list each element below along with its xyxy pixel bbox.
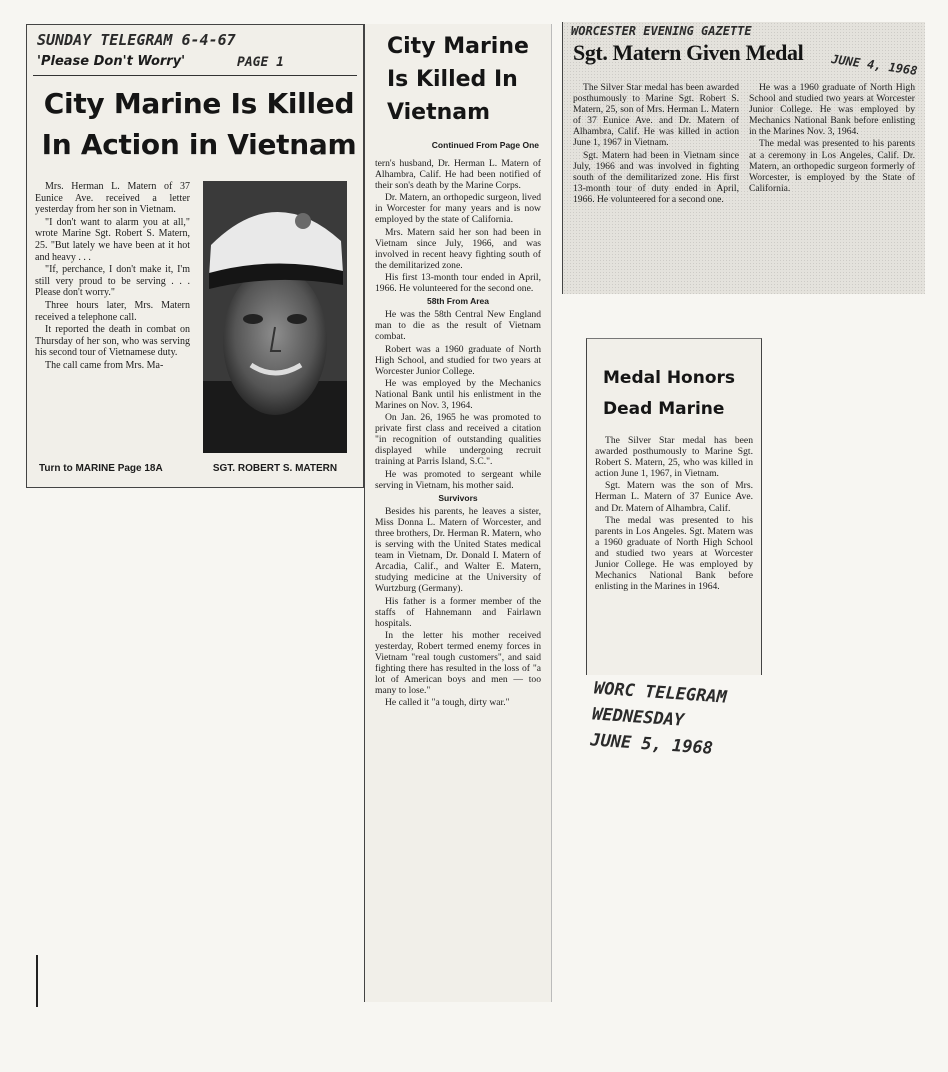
paragraph: The Silver Star medal has been awarded posthumously to Marine Sgt. Robert S. Matern, 25, who was killed in action June 1, 1967, in Vietnam.	[595, 435, 753, 480]
paragraph: He was employed by the Mechanics National Bank until his enlistment in the Marines on Nov. 3, 1964.	[375, 377, 541, 411]
paragraph: Mrs. Herman L. Matern of 37 Eunice Ave. received a letter yesterday from her son in Vietnam.	[35, 181, 190, 216]
clipping-sunday-telegram	[26, 24, 364, 488]
handwritten-source-note: WORCESTER EVENING GAZETTE	[571, 24, 752, 38]
paragraph: He called it "a tough, dirty war."	[385, 697, 510, 709]
handwritten-source-note: SUNDAY TELEGRAM 6-4-67	[37, 31, 236, 49]
paragraph: tern's husband, Dr. Herman L. Matern of Alhambra, Calif. He had been notified of their son's death by the Marine Corps.	[375, 158, 541, 192]
paragraph: His father is a former member of the staffs of Hahnemann and Fairlawn hospitals.	[375, 595, 541, 629]
paragraph: On Jan. 26, 1965 he was promoted to private first class and received a citation "in recognition of outstanding qualities displayed while undergoing recruit training at Parris Island, S.C.".	[375, 412, 541, 468]
jump-line: Turn to MARINE Page 18A	[39, 463, 163, 474]
paragraph: Three hours later, Mrs. Matern received a telephone call.	[35, 299, 190, 323]
handwritten-date-note: JUNE 4, 1968	[830, 52, 919, 78]
handwritten-line: JUNE 5, 1968	[589, 730, 714, 759]
paragraph: The call came from Mrs. Ma-	[45, 359, 164, 371]
paragraph: Mrs. Matern said her son had been in Vietnam since July, 1966, and was involved in recent heavy fighting south of the demilitarized zone.	[375, 226, 541, 271]
subhead: Survivors	[438, 492, 478, 503]
paragraph: Besides his parents, he leaves a sister, Miss Donna L. Matern of Worcester, and three brothers, Dr. Herman R. Matern, who is serving with the United States medical team in Vietnam, Dr. Donald I. Matern of Arcadia, Calif., and Walter E. Matern, studying medicine at the University of Wurtzburg (Germany).	[375, 505, 541, 595]
paragraph: The medal was presented to his parents at a ceremony in Los Angeles, Calif. Dr. Matern, an orthopedic surgeon formerly of Worcester, is employed by the State of California.	[749, 138, 915, 194]
continued-line: Continued From Page One	[431, 140, 539, 150]
paragraph: Sgt. Matern had been in Vietnam since July, 1966 and was involved in fighting south of the demilitarized zone. His first 13-month tour of duty ended in April, 1966. He volunteered for a second one.	[573, 149, 739, 205]
scan-mark	[36, 955, 38, 1007]
article-body	[375, 158, 541, 710]
subhead: 58th From Area	[426, 296, 490, 307]
headline: City Marine Is Killed In Vietnam	[387, 34, 529, 125]
marine-portrait-photo	[203, 181, 347, 453]
paragraph: Dr. Matern, an orthopedic surgeon, lived in Worcester for many years and is now employed by the state of California.	[375, 192, 541, 226]
photo-caption: SGT. ROBERT S. MATERN	[212, 463, 338, 474]
clipping-medal-honors	[586, 338, 762, 675]
headline: Sgt. Matern Given Medal	[573, 40, 804, 65]
paragraph: Robert was a 1960 graduate of North High School, and studied for two years at Worcester Junior College.	[375, 343, 541, 377]
paragraph: He was the 58th Central New England man to die as the result of Vietnam combat.	[375, 309, 541, 343]
handwritten-page-note: PAGE 1	[237, 55, 284, 70]
paragraph: The Silver Star medal has been awarded posthumously to Marine Sgt. Robert S. Matern, 25, son of Mrs. Herman L. Matern of 37 Eunice Ave. and Dr. Matern of Alhambra, Calif. He was killed in action June 1, 1967 in Vietnam.	[573, 82, 739, 149]
paragraph: He was promoted to sergeant while serving in Vietnam, his mother said.	[375, 468, 541, 491]
handwritten-note	[589, 675, 727, 762]
article-column-left	[573, 82, 739, 206]
headline: Medal Honors Dead Marine	[603, 368, 736, 419]
paragraph: It reported the death in combat on Thursday of her son, who was serving his second tour of Vietnamese duty.	[35, 324, 190, 359]
portrait-image	[203, 181, 347, 453]
headline: City Marine Is Killed In Action in Vietnam	[41, 87, 357, 161]
handwritten-line: WORC TELEGRAM	[593, 678, 728, 708]
paragraph: "If, perchance, I don't make it, I'm still very proud to be serving . . . Please don't worry."	[35, 264, 190, 299]
article-body	[35, 181, 190, 373]
paragraph: "I don't want to alarm you at all," wrote Marine Sgt. Robert S. Matern, 25. "But lately we have been at it hot and heavy . . .	[35, 216, 190, 263]
article-column-right	[749, 82, 915, 195]
paragraph: Sgt. Matern was the son of Mrs. Herman L. Matern of 37 Eunice Ave. and Dr. Matern of Alhambra, Calif.	[595, 480, 753, 514]
kicker: 'Please Don't Worry'	[37, 54, 186, 69]
article-body	[595, 435, 753, 593]
clipping-evening-gazette	[562, 22, 925, 294]
rule	[33, 75, 357, 76]
handwritten-line: WEDNESDAY	[591, 704, 685, 731]
paragraph: The medal was presented to his parents in Los Angeles. Sgt. Matern was a 1960 graduate of North High School and studied two years at Worcester Junior College. He was employed by Mechanics National Bank before enlisting in the Marines in 1964.	[595, 514, 753, 593]
paragraph: In the letter his mother received yesterday, Robert termed enemy forces in Vietnam "real tough customers", and said fighting there has resulted in the loss of "a lot of American boys and men — too many to lose."	[375, 629, 541, 697]
clipping-continuation	[364, 24, 552, 1002]
paragraph: His first 13-month tour ended in April, 1966. He volunteered for the second one.	[375, 271, 541, 295]
paragraph: He was a 1960 graduate of North High School and studied two years at Worcester Junior College. He was employed by Mechanics National Bank before enlisting in the Marines Nov. 3, 1964.	[749, 82, 915, 138]
